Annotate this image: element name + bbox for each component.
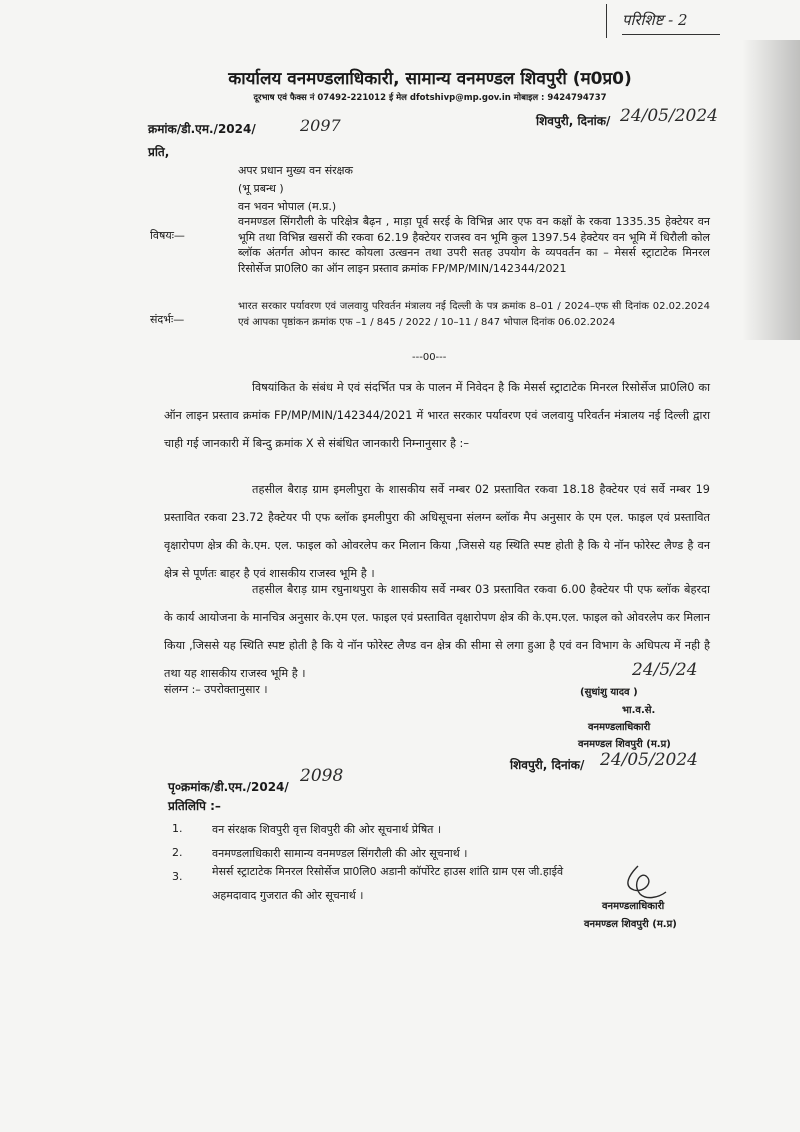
endorsement-number-handwritten: 2098 xyxy=(300,766,344,786)
signatory-2-designation: वनमण्डलाधिकारी xyxy=(602,901,665,912)
to-label: प्रति, xyxy=(148,145,170,159)
signatory-division: वनमण्डल शिवपुरी (म.प्र) xyxy=(578,739,671,750)
letter-number-handwritten: 2097 xyxy=(300,116,341,135)
office-title: कार्यालय वनमण्डलाधिकारी, सामान्य वनमण्डल शिवपुरी (म0प्र0) xyxy=(228,69,632,89)
addressee-line-2: (भू प्रबन्ध ) xyxy=(238,182,284,195)
signature-1-handwritten: 24/5/24 xyxy=(632,660,698,680)
body-paragraph-3 xyxy=(164,576,710,688)
endorsement-number-label: पृ०क्रमांक/डी.एम./2024/ xyxy=(168,780,289,794)
letter-number-label: क्रमांक/डी.एम./2024/ xyxy=(148,122,256,136)
copy-item-1-number: 1. xyxy=(172,822,183,835)
enclosure-line: संलग्न :– उपरोक्तानुसार । xyxy=(164,683,268,696)
place-date-label: शिवपुरी, दिनांक/ xyxy=(536,114,611,128)
body-paragraph-2 xyxy=(164,476,710,588)
separator: ---00--- xyxy=(412,352,447,363)
endorsement-place-date-label: शिवपुरी, दिनांक/ xyxy=(510,758,585,772)
reference-label: संदर्भः— xyxy=(150,313,185,326)
body-paragraph-1-text: विषयांकित के संबंध मे एवं संदर्भित पत्र के पालन में निवेदन है कि मेसर्स स्ट्राटाटेक मिनरल रिसोर्सेज प्रा0लि0 का ऑन लाइन प्रस्ताव क्रमांक FP/MP/MIN/142344/2021 में भारत सरकार पर्यावरण एवं जलवायु परिवर्तन मंत्रालय नई दिल्ली द्वारा चाही गई जानकारी में बिन्दु क्रमांक X से संबंधित जानकारी निम्नानुसार है :– xyxy=(164,381,710,450)
office-contact: दूरभाष एवं फैक्स नं 07492-221012 ई मेल dfotshivp@mp.gov.in मोबाइल : 9424794737 xyxy=(253,93,607,103)
addressee-line-3: वन भवन भोपाल (म.प्र.) xyxy=(238,200,337,213)
signatory-2-division: वनमण्डल शिवपुरी (म.प्र) xyxy=(584,919,677,930)
copy-item-3-text: मेसर्स स्ट्राटाटेक मिनरल रिसोर्सेज प्रा0लि0 अडानी कॉर्पोरेट हाउस शांति ग्राम एस जी.हाईवे xyxy=(212,865,564,878)
copy-item-3-number: 3. xyxy=(172,870,183,883)
annexure-label: परिशिष्ट - 2 xyxy=(622,10,720,35)
signatory-designation: वनमण्डलाधिकारी xyxy=(588,722,651,733)
page-edge-shadow xyxy=(742,40,800,340)
copy-item-3-text-continued: अहमदावाद गुजरात की ओर सूचनार्थ । xyxy=(212,889,364,902)
subject-text: वनमण्डल सिंगरौली के परिक्षेत्र बैढ़न , माड़ा पूर्व सरई के विभिन्न आर एफ वन कक्षों के रकवा 1335.35 हेक्टेयर वन भूमि तथा विभिन्न खसरों की रकवा 62.19 हैक्टेयर राजस्व वन भूमि कुल 1397.54 हेक्टेयर वन भूमि में धिरौली कोल ब्लॉक अंतर्गत ओपन कास्ट कोयला उत्खनन तथा उपरी सतह उपयोग के व्यपवर्तन का – मेसर्स स्ट्राटाटेक मिनरल रिसोर्सेज प्रा0लि0 का ऑन लाइन प्रस्ताव क्रमांक FP/MP/MIN/142344/2021 xyxy=(238,215,710,275)
signatory-service: भा.व.से. xyxy=(622,705,656,716)
body-paragraph-1 xyxy=(164,374,710,458)
letter-date-handwritten: 24/05/2024 xyxy=(620,106,718,126)
addressee-line-1: अपर प्रधान मुख्य वन संरक्षक xyxy=(238,164,353,177)
body-paragraph-3-text: तहसील बैराड़ ग्राम रघुनाथपुरा के शासकीय सर्वे नम्बर 03 प्रस्तावित रकवा 6.00 हैक्टेयर पी एफ ब्लॉक बेहरदा के कार्य आयोजना के मानचित्र अनुसार के.एम एल. फाइल एवं प्रस्तावित वृक्षारोपण क्षेत्र की के.एम.एल. फाइल को ओवरलेप कर मिलान किया ,जिससे यह स्थिति स्पष्ट होती है कि ये नॉन फोरेस्ट लैण्ड वन क्षेत्र की सीमा से लगा हुआ है एवं वन विभाग के अधिपत्य में नही है तथा यह शासकीय राजस्व भूमि है । xyxy=(164,583,710,680)
reference-text: भारत सरकार पर्यावरण एवं जलवायु परिवर्तन मंत्रालय नई दिल्ली के पत्र क्रमांक 8–01 / 2024–एफ सी दिनांक 02.02.2024 एवं आपका पृष्ठांकन क्रमांक एफ –1 / 845 / 2022 / 10–11 / 847 भोपाल दिनांक 06.02.2024 xyxy=(238,301,710,328)
endorsement-date-handwritten: 24/05/2024 xyxy=(600,750,698,770)
subject-label: विषयः— xyxy=(150,229,185,242)
annexure-box-edge xyxy=(606,4,607,38)
copy-label: प्रतिलिपि :– xyxy=(168,799,221,813)
copy-item-1-text: वन संरक्षक शिवपुरी वृत्त शिवपुरी की ओर सूचनार्थ प्रेषित । xyxy=(212,823,442,836)
body-paragraph-2-text: तहसील बैराड़ ग्राम इमलीपुरा के शासकीय सर्वे नम्बर 02 प्रस्तावित रकवा 18.18 हैक्टेयर एवं सर्वे नम्बर 19 प्रस्तावित रकवा 23.72 हैक्टेयर पी एफ ब्लॉक इमलीपुरा की अधिसूचना संलग्न ब्लॉक मैप अनुसार के एम एल. फाइल एवं प्रस्तावित वृक्षारोपण क्षेत्र की के.एम. एल. फाइल को ओवरलेप कर मिलान किया ,जिससे यह स्थिति स्पष्ट होती है कि ये नॉन फोरेस्ट लैण्ड है वन क्षेत्र से पूर्णतः बाहर है एवं शासकीय राजस्व भूमि है । xyxy=(164,483,710,580)
signatory-name: (सुधांशु यादव ) xyxy=(580,687,638,698)
copy-item-2-text: वनमण्डलाधिकारी सामान्य वनमण्डल सिंगरौली की ओर सूचनार्थ । xyxy=(212,847,468,860)
copy-item-2-number: 2. xyxy=(172,846,183,859)
